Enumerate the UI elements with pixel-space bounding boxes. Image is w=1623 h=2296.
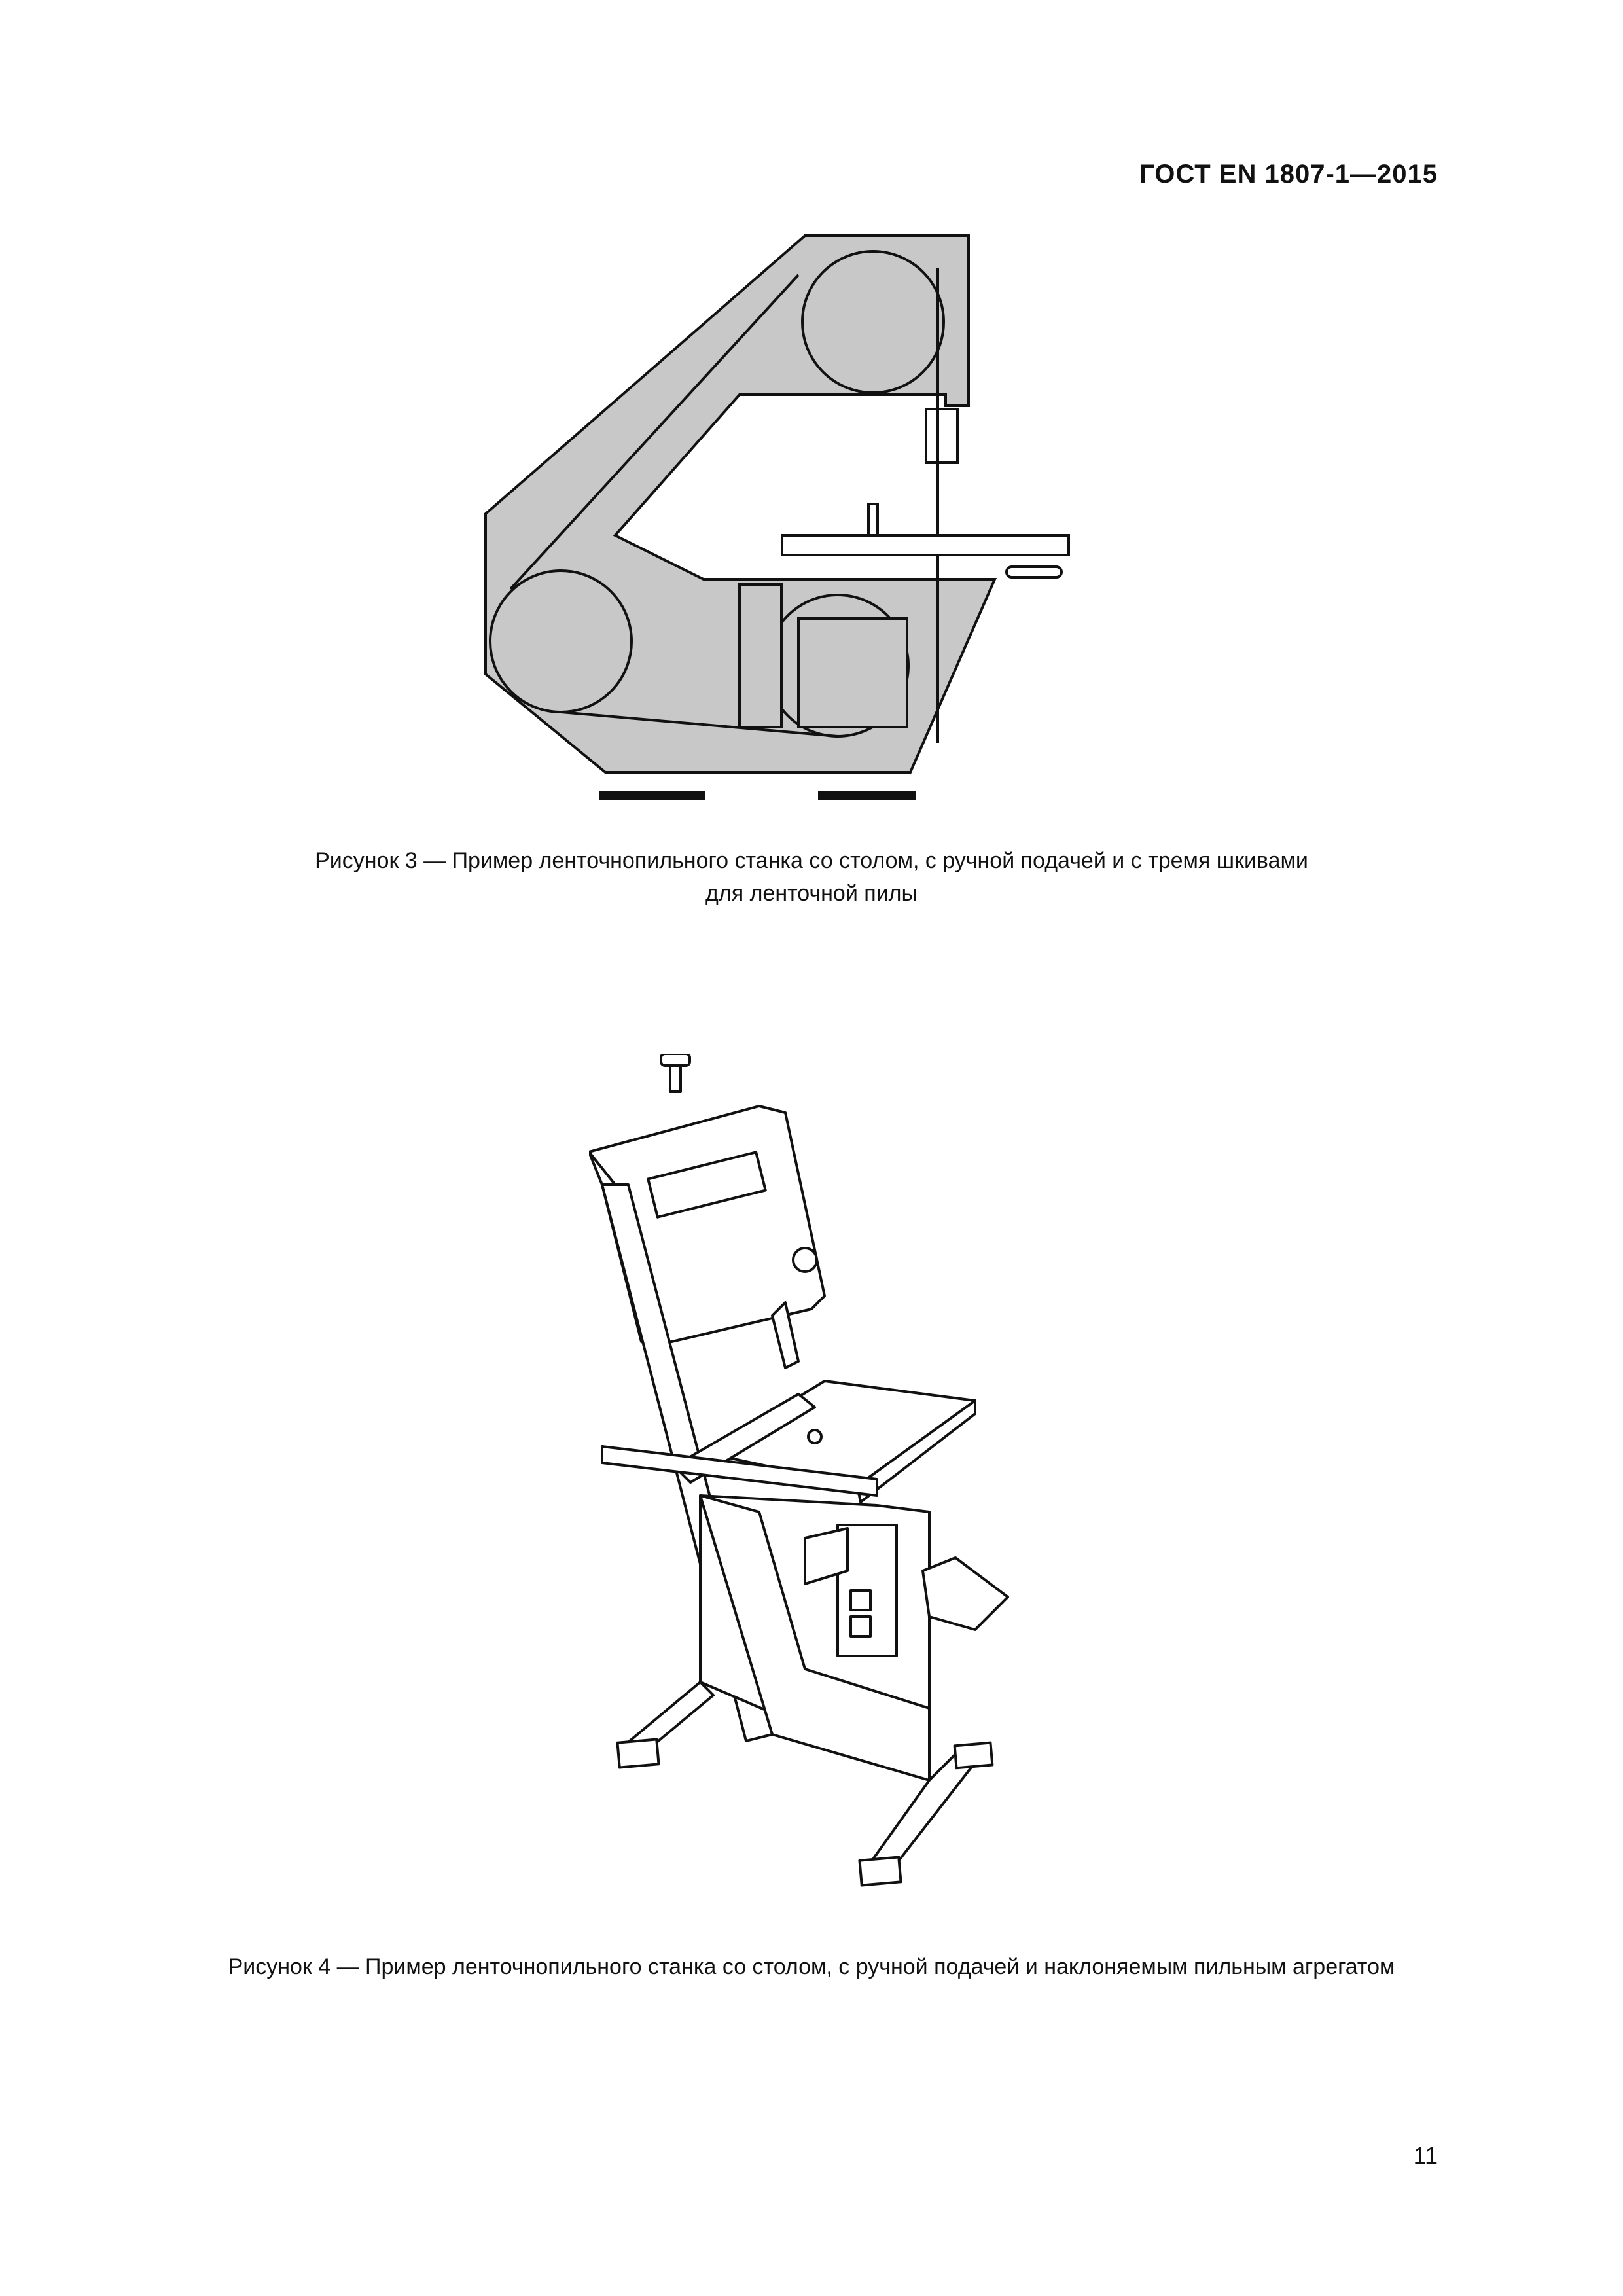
tension-knob-stem (670, 1066, 681, 1092)
adjust-wheel (793, 1248, 817, 1272)
frame-slot (740, 584, 781, 727)
figure-4-tilting-bandsaw (589, 1054, 1034, 1898)
figure-3-bandsaw-schematic (471, 223, 1086, 812)
saw-table (782, 535, 1069, 555)
table-insert (808, 1430, 821, 1443)
figure-3-caption-line-1: Рисунок 3 — Пример ленточнопильного станка со столом, с ручной подачей и с тремя шкивами (315, 848, 1308, 873)
figure-4-caption: Рисунок 4 — Пример ленточнопильного станка со столом, с ручной подачей и наклоняемым пильным агрегатом (228, 1954, 1395, 1979)
left-pulley (490, 571, 632, 712)
left-foot (617, 1739, 658, 1767)
tension-knob (661, 1054, 690, 1066)
figure-3-caption-line-2: для ленточной пилы (705, 881, 918, 906)
upper-pulley (802, 251, 944, 393)
switch-button-2 (851, 1617, 870, 1636)
document-header: ГОСТ EN 1807-1—2015 (1139, 160, 1438, 188)
switch-button (851, 1590, 870, 1610)
right-foot (859, 1857, 901, 1885)
foot-right (818, 791, 916, 800)
figure-3-caption (0, 844, 1623, 910)
bandsaw-schematic-drawing (471, 223, 1086, 812)
rear-foot (955, 1743, 993, 1768)
blade-guide (926, 409, 957, 463)
page-number: 11 (1413, 2142, 1438, 2169)
table-fence (868, 504, 878, 535)
feed-handle (1007, 567, 1061, 577)
foot-left (599, 791, 705, 800)
motor (923, 1558, 1008, 1630)
motor-box (798, 619, 907, 727)
tilting-bandsaw-drawing (589, 1054, 1034, 1898)
